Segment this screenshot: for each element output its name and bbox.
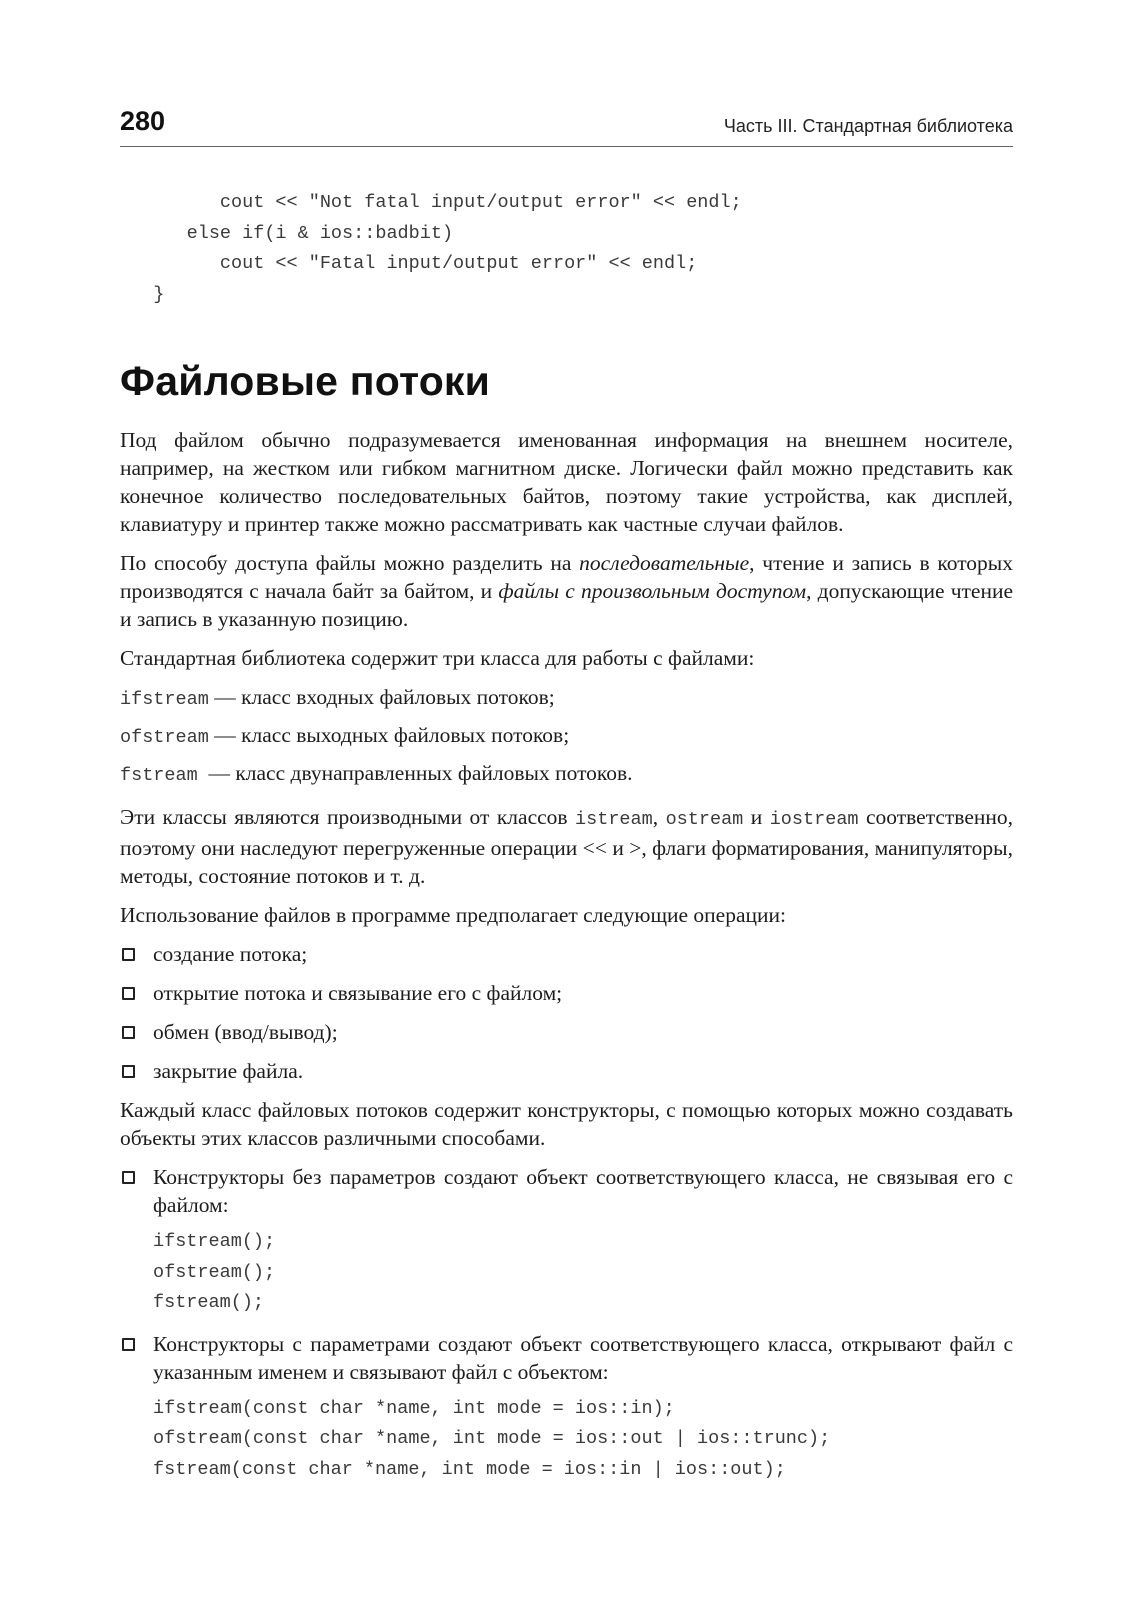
class-definitions (120, 683, 1013, 790)
list-item (120, 940, 1013, 968)
emphasis-sequential: последовательные (579, 551, 750, 575)
definition-fstream (120, 759, 1013, 790)
constructors-list (120, 1163, 1013, 1485)
checkbox-bullet-icon (122, 1026, 135, 1039)
paragraph-access-types (120, 549, 1013, 633)
code-block-default-constructors: ifstream(); ofstream(); fstream(); (153, 1231, 276, 1313)
list-item (120, 979, 1013, 1007)
list-item-text: создание потока; (153, 942, 308, 966)
paragraph-constructors-intro: Каждый класс файловых потоков содержит конструкторы, с помощью которых можно создавать объекты этих классов различными способами. (120, 1098, 1013, 1150)
paragraph-derived-classes (120, 803, 1013, 890)
emphasis-random-access: файлы с произвольным доступом (498, 579, 807, 603)
list-item (120, 1057, 1013, 1085)
checkbox-bullet-icon (122, 948, 135, 961)
paragraph-three-classes: Стандартная библиотека содержит три класса для работы с файлами: (120, 646, 755, 670)
list-item-text: открытие потока и связывание его с файлом; (153, 981, 563, 1005)
dash: — (208, 723, 242, 747)
text-run: соответственно, поэтому они наследуют перегруженные операции << и >, флаги форматирования, манипуляторы, методы, состояние потоков и т. д. (120, 805, 1014, 888)
text-run: По способу доступа файлы можно разделить на (120, 551, 580, 575)
checkbox-bullet-icon (122, 987, 135, 1000)
page-number: 280 (120, 106, 166, 136)
text-run: , допускающие чтение и запись в указанную позицию. (120, 579, 1013, 631)
text-run: и (743, 805, 770, 829)
operations-list (120, 940, 1013, 1085)
term-fstream: fstream (120, 765, 198, 786)
list-item (120, 1330, 1013, 1486)
list-item-text: Конструкторы без параметров создают объект соответствующего класса, не связывая его с файлом: (153, 1165, 1013, 1217)
code-listing-top: cout << "Not fatal input/output error" << endl; else if(i & ios::badbit) cout << "Fatal input/output error" << endl; } (153, 192, 742, 305)
checkbox-bullet-icon (122, 1065, 135, 1078)
dash: — (197, 761, 236, 785)
text-run: Эти классы являются производными от классов (120, 805, 576, 829)
running-head: Часть III. Стандартная библиотека (723, 116, 1013, 136)
text-run: , (652, 805, 666, 829)
body-text (120, 426, 1013, 1496)
paragraph-file-definition: Под файлом обычно подразумевается именованная информация на внешнем носителе, например, на жестком или гибком магнитном диске. Логически файл можно представить как конечное количество последовательных байтов, поэтому такие устройства, как дисплей, клавиатуру и принтер также можно рассматривать как частные случаи файлов. (120, 428, 1013, 536)
inline-code-ostream: ostream (665, 809, 744, 830)
list-item (120, 1018, 1013, 1046)
definition-text: класс двунаправленных файловых потоков. (235, 761, 633, 785)
term-ifstream: ifstream (120, 689, 209, 710)
definition-ofstream (120, 721, 1013, 752)
dash: — (208, 685, 242, 709)
inline-code-iostream: iostream (769, 809, 859, 830)
list-item (120, 1163, 1013, 1319)
list-item-text: Конструкторы с параметрами создают объект соответствующего класса, открывают файл с указанным именем и связывают файл с объектом: (153, 1331, 1013, 1384)
list-item-text: закрытие файла. (153, 1059, 304, 1083)
definition-ifstream (120, 683, 1013, 714)
checkbox-bullet-icon (122, 1171, 135, 1184)
definition-text: класс входных файловых потоков; (241, 685, 555, 709)
definition-text: класс выходных файловых потоков; (241, 723, 570, 747)
page-header (120, 106, 1013, 147)
list-item-text: обмен (ввод/вывод); (153, 1020, 338, 1044)
section-title: Файловые потоки (120, 358, 491, 404)
inline-code-istream: istream (575, 809, 653, 830)
text-run: , чтение и запись в которых производятся с начала байт за байтом, и (120, 551, 1013, 603)
term-ofstream: ofstream (120, 727, 209, 748)
code-block-param-constructors: ifstream(const char *name, int mode = ios::in); ofstream(const char *name, int mode = ios::out | ios::trunc); fstream(const char *name, int mode = ios::in | ios::out); (153, 1397, 831, 1480)
checkbox-bullet-icon (122, 1338, 135, 1351)
paragraph-operations-intro: Использование файлов в программе предполагает следующие операции: (120, 903, 787, 927)
